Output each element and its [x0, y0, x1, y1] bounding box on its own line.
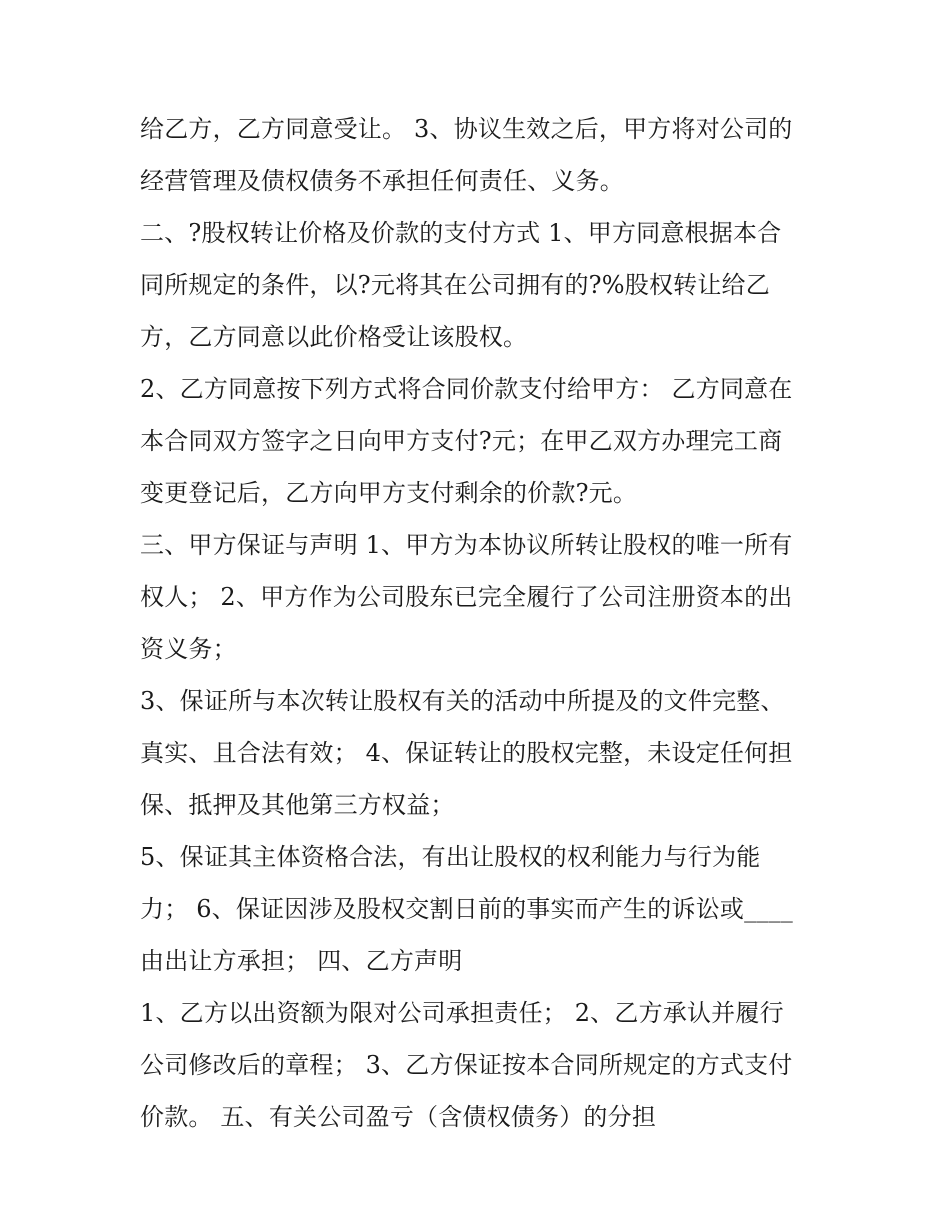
text-line: 本合同双方签字之日向甲方支付?元；在甲乙双方办理完工商	[140, 427, 783, 455]
text-line: 变更登记后，乙方向甲方支付剩余的价款?元。	[140, 479, 638, 507]
text-line: 资义务；	[140, 635, 237, 663]
text-line: 3、保证所与本次转让股权有关的活动中所提及的文件完整、	[140, 687, 785, 715]
text-line: 由出让方承担； 四、乙方声明	[140, 947, 463, 975]
text-line: 保、抵押及其他第三方权益；	[140, 791, 455, 819]
text-line: 二、?股权转让价格及价款的支付方式 1、甲方同意根据本合	[140, 219, 782, 247]
document-body	[140, 103, 820, 1143]
text-line: 方，乙方同意以此价格受让该股权。	[140, 323, 528, 351]
text-line: 价款。 五、有关公司盈亏（含债权债务）的分担	[140, 1103, 657, 1131]
text-line: 同所规定的条件，以?元将其在公司拥有的?%股权转让给乙	[140, 271, 770, 299]
text-line: 公司修改后的章程； 3、乙方保证按本合同所规定的方式支付	[140, 1051, 793, 1079]
text-line: 三、甲方保证与声明 1、甲方为本协议所转让股权的唯一所有	[140, 531, 793, 559]
text-line: 权人； 2、甲方作为公司股东已完全履行了公司注册资本的出	[140, 583, 793, 611]
text-line: 2、乙方同意按下列方式将合同价款支付给甲方： 乙方同意在	[140, 375, 793, 403]
text-line: 真实、且合法有效； 4、保证转让的股权完整，未设定任何担	[140, 739, 793, 767]
text-line: 1、乙方以出资额为限对公司承担责任； 2、乙方承认并履行	[140, 999, 784, 1027]
text-line: 5、保证其主体资格合法，有出让股权的权利能力与行为能	[140, 843, 761, 871]
text-line: 经营管理及债权债务不承担任何责任、义务。	[140, 167, 624, 195]
text-line: 力； 6、保证因涉及股权交割日前的事实而产生的诉讼或____	[140, 895, 793, 923]
text-line: 给乙方，乙方同意受让。 3、协议生效之后，甲方将对公司的	[140, 115, 793, 143]
